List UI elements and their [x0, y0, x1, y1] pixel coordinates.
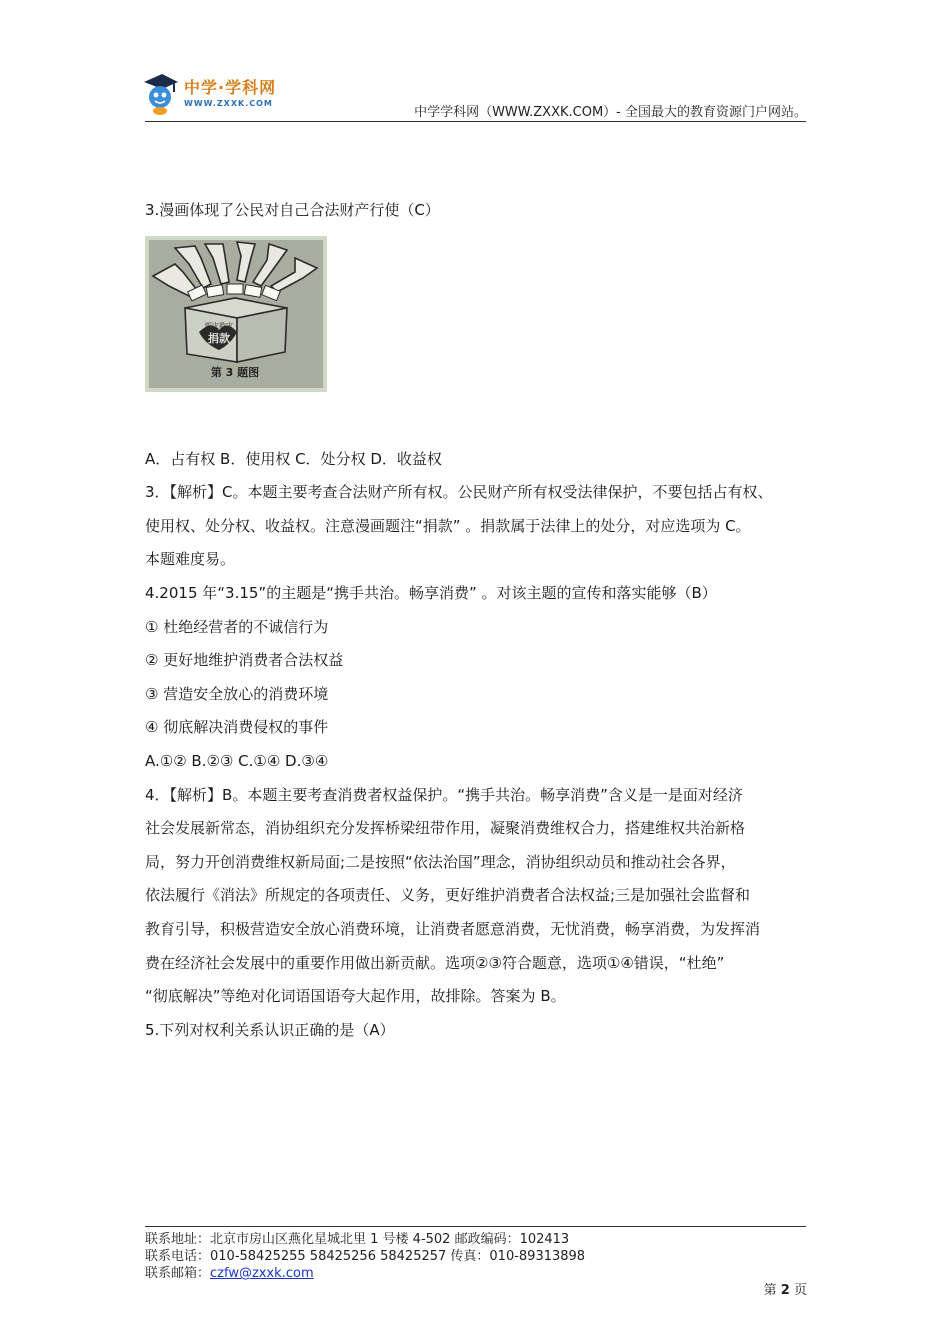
footer-email-link[interactable]: czfw@zxxk.com: [210, 1266, 314, 1281]
question-4-analysis-line: 4．【解析】B。本题主要考查消费者权益保护。“携手共治。畅享消费”含义是一是面对经济: [145, 785, 743, 804]
footer-email-row: [145, 1265, 585, 1282]
logo-url: WWW.ZXXK.COM: [184, 99, 273, 108]
question-4-item: ② 更好地维护消费者合法权益: [145, 651, 344, 670]
footer-address: 联系地址：北京市房山区燕化星城北里 1 号楼 4-502 邮政编码：102413: [145, 1232, 570, 1247]
question-4-item: ③ 营造安全放心的消费环境: [145, 684, 329, 703]
page-number-prefix: 第: [763, 1283, 777, 1298]
cartoon-box-main-text: 捐款: [208, 331, 230, 345]
question-4-stem: 4.2015 年“3.15”的主题是“携手共治。畅享消费” 。对该主题的宣传和落实能够（B）: [145, 583, 717, 602]
cartoon-box-top-text: 赈灾救灾: [205, 321, 233, 330]
question-4-analysis-line: “彻底解决”等绝对化词语国语夸大起作用，故排除。答案为 B。: [145, 987, 566, 1006]
question-3-analysis-line: 3．【解析】C。本题主要考查合法财产所有权。公民财产所有权受法律保护，不要包括占有权、: [145, 483, 773, 502]
footer-contact: [145, 1231, 585, 1282]
question-4-analysis-line: 费在经济社会发展中的重要作用做出新贡献。选项②③符合题意，选项①④错误，“杜绝”: [145, 953, 725, 972]
question-4-options: A.①② B.②③ C.①④ D.③④: [145, 751, 329, 770]
question-3-stem: 3.漫画体现了公民对自己合法财产行使（C）: [145, 201, 440, 219]
site-logo[interactable]: [140, 70, 290, 116]
header-site-text: 中学学科网（WWW.ZXXK.COM）- 全国最大的教育资源门户网站。: [414, 105, 807, 120]
document-body: [145, 194, 815, 1047]
question-5-stem: 5.下列对权利关系认识正确的是（A）: [145, 1020, 395, 1039]
logo-text: 中学·学科网: [184, 78, 277, 97]
question-4-analysis-line: 社会发展新常态，消协组织充分发挥桥梁纽带作用，凝聚消费维权合力，搭建维权共治新格: [145, 819, 746, 838]
question-4-analysis-line: 依法履行《消法》所规定的各项责任、义务，更好维护消费者合法权益;三是加强社会监督和: [145, 886, 751, 905]
footer-divider: [145, 1226, 806, 1227]
question-3-analysis-line: 使用权、处分权、收益权。注意漫画题注“捐款” 。捐款属于法律上的处分，对应选项为 C。: [145, 516, 751, 535]
graduate-mascot-icon: [140, 70, 180, 116]
question-3-options: A．占有权 B．使用权 C．处分权 D．收益权: [145, 449, 442, 468]
header-divider: [145, 121, 806, 122]
question-4-item: ① 杜绝经营者的不诚信行为: [145, 617, 329, 636]
page-number: [764, 1279, 807, 1298]
page-number-value: 2: [780, 1283, 790, 1298]
footer-email-label: 联系邮箱：: [145, 1266, 211, 1281]
question-4-analysis-line: 局，努力开创消费维权新局面;二是按照“依法治国”理念，消协组织动员和推动社会各界，: [145, 852, 736, 871]
question-3-analysis-line: 本题难度易。: [145, 550, 236, 569]
question-4-item: ④ 彻底解决消费侵权的事件: [145, 718, 329, 737]
question-3-cartoon-figure: [145, 236, 327, 392]
footer-phone: 联系电话：010-58425255 58425256 58425257 传真：010-89313898: [145, 1249, 586, 1264]
page-number-suffix: 页: [793, 1283, 807, 1298]
cartoon-caption: 第 3 题图: [210, 365, 260, 379]
question-4-analysis-line: 教育引导，积极营造安全放心消费环境，让消费者愿意消费，无忧消费，畅享消费，为发挥消: [145, 919, 761, 938]
